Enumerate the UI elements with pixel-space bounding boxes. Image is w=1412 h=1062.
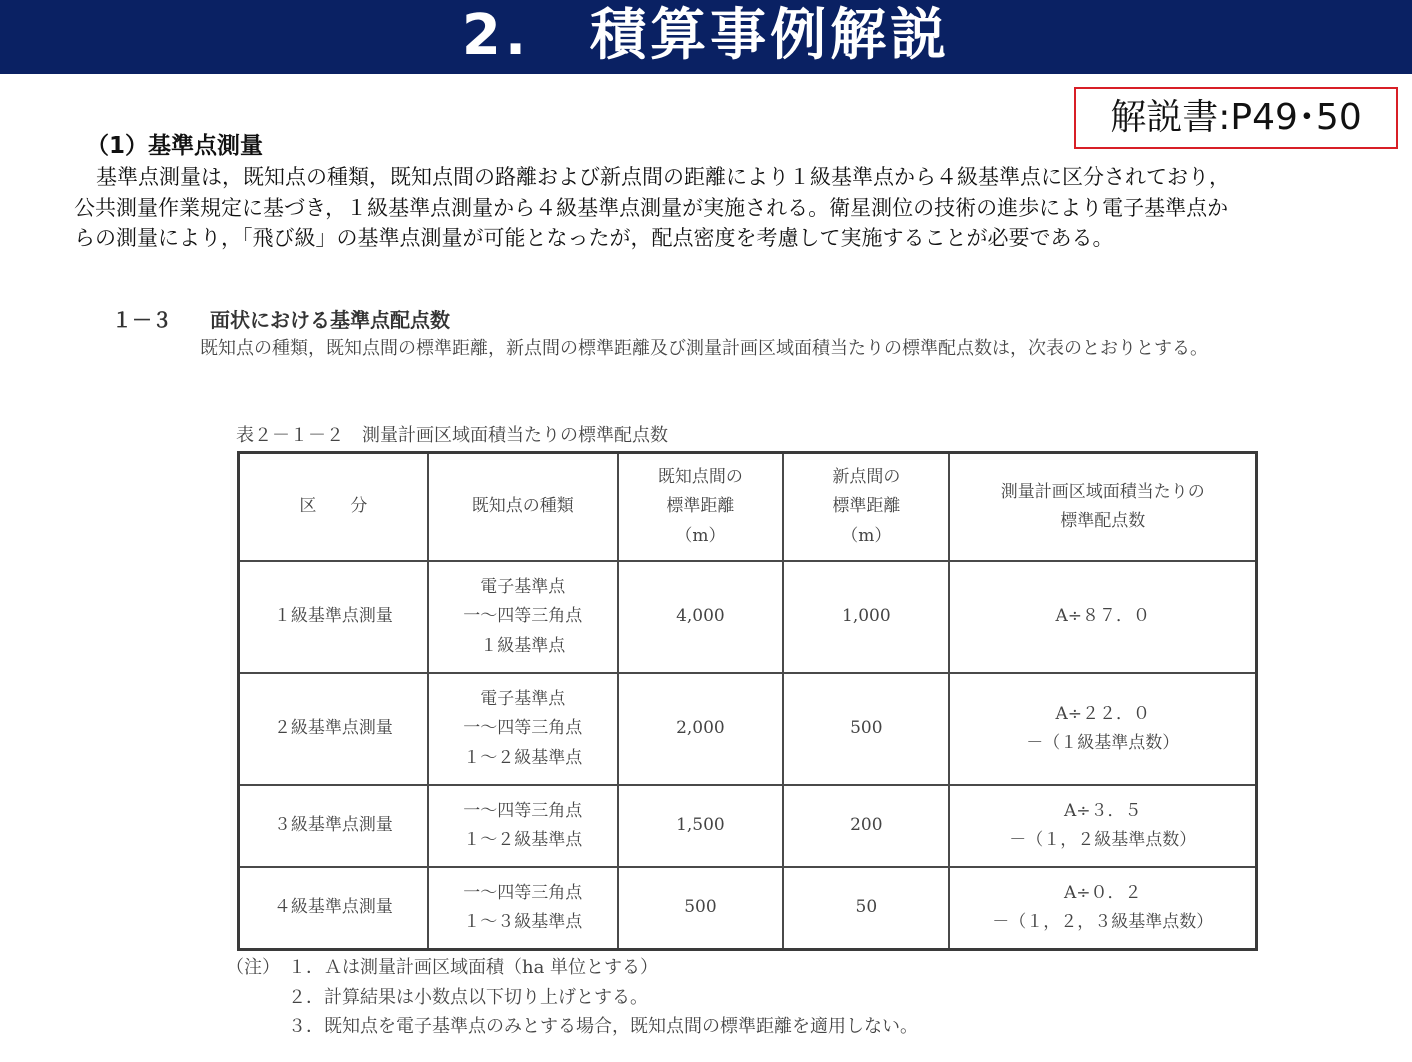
notes-label: （注）	[226, 957, 280, 978]
table-header-row	[239, 453, 1257, 562]
table-caption: 表２－１－２ 測量計画区域面積当たりの標準配点数	[236, 425, 668, 446]
cell-known-distance: 500	[618, 867, 784, 950]
reference-box	[1074, 87, 1398, 149]
cell-density: A÷３．５ －（１，２級基準点数）	[949, 785, 1256, 867]
page-title: 2. 積算事例解説	[461, 3, 951, 68]
cell-known-distance: 1,500	[618, 785, 784, 867]
reference-separator: :	[1218, 97, 1231, 138]
header-bar	[0, 0, 1412, 74]
note-item: ３．既知点を電子基準点のみとする場合，既知点間の標準距離を適用しない。	[288, 1016, 918, 1037]
cell-known-distance: 2,000	[618, 673, 784, 785]
cell-density: A÷８７．０	[949, 561, 1256, 673]
subsection-title: 面状における基準点配点数	[210, 308, 450, 332]
header-new-distance: 新点間の 標準距離 （m）	[783, 453, 949, 562]
table-row	[239, 561, 1257, 673]
cell-new-distance: 1,000	[783, 561, 949, 673]
reference-pages: P49･50	[1230, 97, 1362, 138]
subsection-heading	[112, 306, 450, 334]
cell-known-points: 一～四等三角点 １～２級基準点	[428, 785, 618, 867]
cell-category: ４級基準点測量	[239, 867, 428, 950]
subsection-description: 既知点の種類，既知点間の標準距離，新点間の標準距離及び測量計画区域面積当たりの標準配点数は，次表のとおりとする。	[200, 338, 1208, 359]
cell-new-distance: 50	[783, 867, 949, 950]
cell-category: ３級基準点測量	[239, 785, 428, 867]
cell-known-points: 電子基準点 一～四等三角点 １級基準点	[428, 561, 618, 673]
cell-density: A÷０．２ －（１，２，３級基準点数）	[949, 867, 1256, 950]
cell-new-distance: 500	[783, 673, 949, 785]
cell-category: ２級基準点測量	[239, 673, 428, 785]
subsection-number: １－３	[112, 308, 172, 332]
header-known-distance: 既知点間の 標準距離 （m）	[618, 453, 784, 562]
section-heading: （1）基準点測量	[86, 133, 264, 159]
note-item: （注） １．Ａは測量計画区域面積（ha 単位とする）	[226, 953, 918, 983]
cell-known-points: 電子基準点 一～四等三角点 １～２級基準点	[428, 673, 618, 785]
cell-known-points: 一～四等三角点 １～３級基準点	[428, 867, 618, 950]
header-known-points: 既知点の種類	[428, 453, 618, 562]
cell-new-distance: 200	[783, 785, 949, 867]
reference-label: 解説書	[1110, 97, 1219, 138]
table-row	[239, 785, 1257, 867]
table-row	[239, 867, 1257, 950]
cell-category: １級基準点測量	[239, 561, 428, 673]
header-density: 測量計画区域面積当たりの 標準配点数	[949, 453, 1256, 562]
note-item: ２．計算結果は小数点以下切り上げとする。	[288, 986, 648, 1008]
table-notes	[226, 953, 918, 1042]
table-row	[239, 673, 1257, 785]
header-category: 区 分	[239, 453, 428, 562]
standard-points-table	[237, 451, 1258, 951]
cell-density: A÷２２．０ －（１級基準点数）	[949, 673, 1256, 785]
section-intro: 基準点測量は，既知点の種類，既知点間の路離および新点間の距離により１級基準点から４級基準点に区分されており，公共測量作業規定に基づき，１級基準点測量から４級基準点測量が実施される。衛星測位の技術の進歩により電子基準点からの測量により，「飛び級」の基準点測量が可能となったが，配点密度を考慮して実施することが必要である。	[74, 165, 1230, 250]
cell-known-distance: 4,000	[618, 561, 784, 673]
